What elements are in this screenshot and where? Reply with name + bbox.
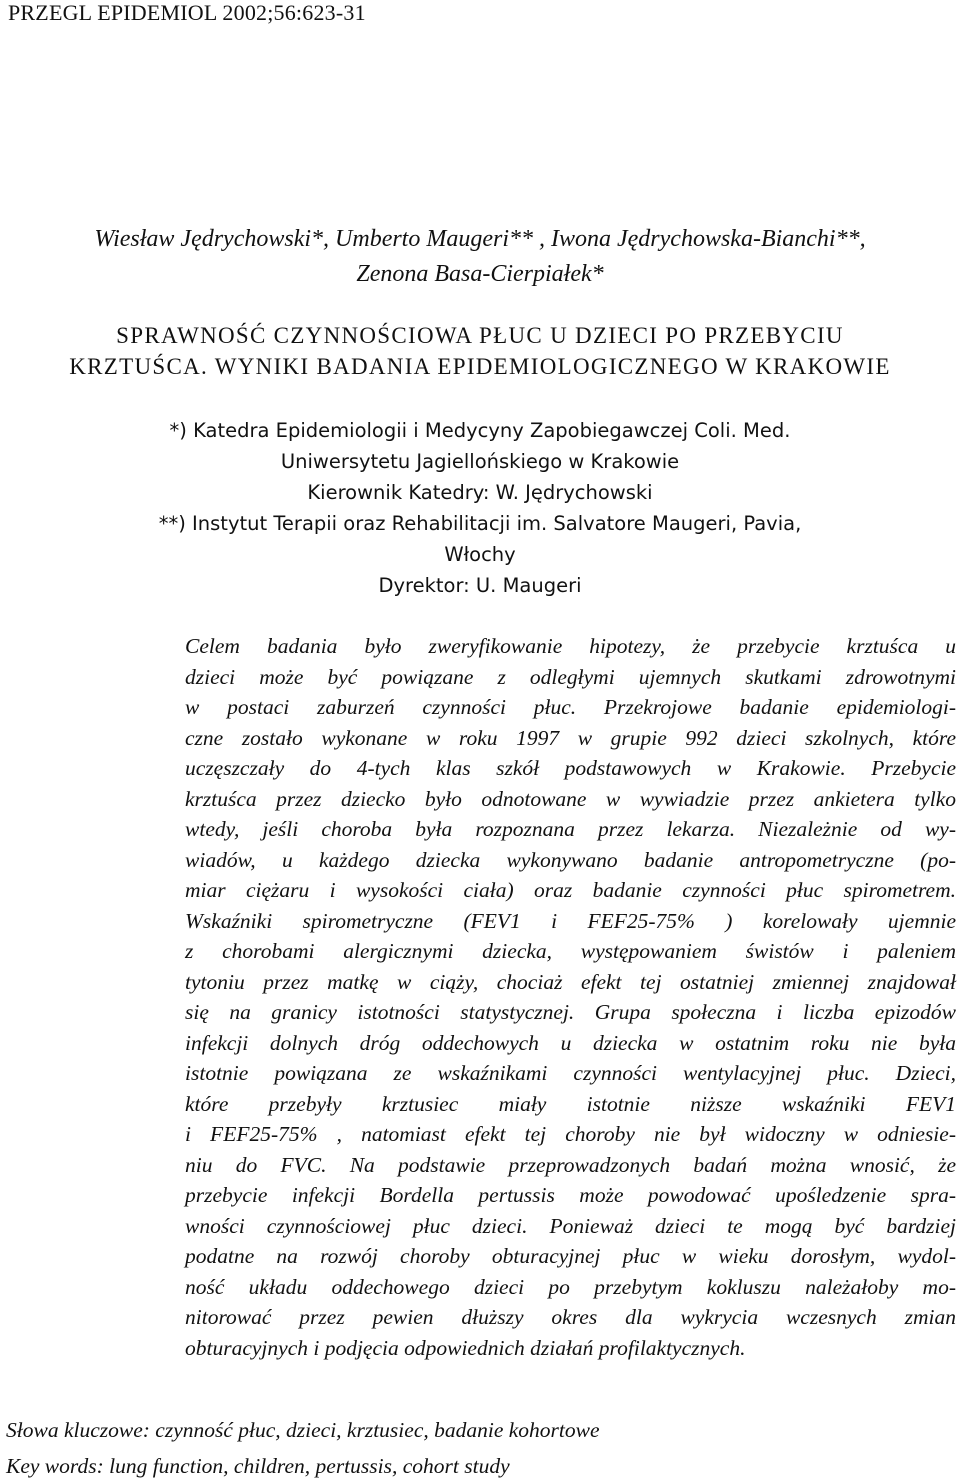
abstract: [185, 631, 956, 1363]
affiliation-line: Włochy: [444, 543, 516, 566]
affiliation-line: **) Instytut Terapii oraz Rehabilitacji im. Salvatore Maugeri, Pavia,: [158, 512, 802, 535]
abstract-line: które przebyły krztusiec miały istotnie niższe wskaźniki FEV1: [185, 1091, 956, 1116]
abstract-line: obturacyjnych i podjęcia odpowiednich działań profilaktycznych.: [185, 1335, 746, 1360]
abstract-line: uczęszczały do 4-tych klas szkół podstawowych w Krakowie. Przebycie: [185, 756, 956, 780]
abstract-line: się na granicy istotności statystycznej. Grupa społeczna i liczba epizodów: [185, 1000, 956, 1024]
affiliation-line: Dyrektor: U. Maugeri: [378, 574, 582, 597]
affiliation-line: Kierownik Katedry: W. Jędrychowski: [307, 481, 653, 504]
abstract-line: wtedy, jeśli choroba była rozpoznana przez lekarza. Niezależnie od wy-: [185, 817, 956, 841]
abstract-line: Celem badania było zweryfikowanie hipotezy, że przebycie krztuśca u: [185, 634, 956, 658]
affiliations: [0, 415, 960, 601]
abstract-line: wiadów, u każdego dziecka wykonywano badanie antropometryczne (po-: [185, 847, 956, 872]
title-line-2: KRZTUŚCA. WYNIKI BADANIA EPIDEMIOLOGICZNEGO W KRAKOWIE: [69, 354, 891, 379]
abstract-line: tytoniu przez matkę w ciąży, chociaż efekt tej ostatniej zmiennej znajdował: [185, 969, 956, 994]
keywords-english: Key words: lung function, children, pertussis, cohort study: [6, 1454, 510, 1478]
abstract-line: krztuśca przez dziecko było odnotowane w wywiadzie przez ankietera tylko: [185, 786, 956, 811]
abstract-line: w postaci zaburzeń czynności płuc. Przekrojowe badanie epidemiologi-: [185, 695, 956, 719]
abstract-line: nitorować przez pewien dłuższy okres dla wykrycia wczesnych zmian: [185, 1305, 956, 1329]
abstract-line: infekcji dolnych dróg oddechowych u dziecka w ostatnim roku nie była: [185, 1030, 956, 1055]
keywords: [6, 1412, 600, 1484]
abstract-line: z chorobami alergicznymi dziecka, występowaniem świstów i paleniem: [185, 939, 956, 963]
abstract-line: istotnie powiązana ze wskaźnikami czynności wentylacyjnej płuc. Dzieci,: [185, 1061, 956, 1085]
title-line-1: SPRAWNOŚĆ CZYNNOŚCIOWA PŁUC U DZIECI PO PRZEBYCIU: [116, 323, 844, 348]
paper-title: [0, 320, 960, 382]
author-line-2: Zenona Basa-Cierpiałek*: [356, 261, 604, 287]
abstract-line: ność układu oddechowego dzieci po przebytym kokluszu należałoby mo-: [185, 1274, 956, 1299]
abstract-line: przebycie infekcji Bordella pertussis może powodować upośledzenie spra-: [185, 1183, 956, 1207]
affiliation-line: *) Katedra Epidemiologii i Medycyny Zapobiegawczej Coli. Med.: [169, 419, 791, 442]
abstract-line: podatne na rozwój choroby obturacyjnej płuc w wieku dorosłym, wydol-: [185, 1244, 956, 1268]
author-line-1: Wiesław Jędrychowski*, Umberto Maugeri** , Iwona Jędrychowska-Bianchi**,: [94, 226, 866, 252]
author-list: [0, 222, 960, 292]
abstract-line: miar ciężaru i wysokości ciała) oraz badanie czynności płuc spirometrem.: [185, 878, 956, 902]
abstract-line: Wskaźniki spirometryczne (FEV1 i FEF25-75% ) korelowały ujemnie: [185, 908, 956, 933]
abstract-line: i FEF25-75% , natomiast efekt tej choroby nie był widoczny w odniesie-: [185, 1122, 956, 1146]
abstract-line: czne zostało wykonane w roku 1997 w grupie 992 dzieci szkolnych, które: [185, 725, 956, 750]
abstract-line: wności czynnościowej płuc dzieci. Ponieważ dzieci te mogą być bardziej: [185, 1213, 956, 1238]
affiliation-line: Uniwersytetu Jagiellońskiego w Krakowie: [280, 450, 680, 473]
abstract-line: niu do FVC. Na podstawie przeprowadzonych badań można wnosić, że: [185, 1152, 956, 1177]
keywords-polish: Słowa kluczowe: czynność płuc, dzieci, krztusiec, badanie kohortowe: [6, 1418, 600, 1442]
journal-header: PRZEGL EPIDEMIOL 2002;56:623-31: [8, 0, 366, 25]
abstract-line: dzieci może być powiązane z odległymi ujemnych skutkami zdrowotnymi: [185, 664, 956, 689]
